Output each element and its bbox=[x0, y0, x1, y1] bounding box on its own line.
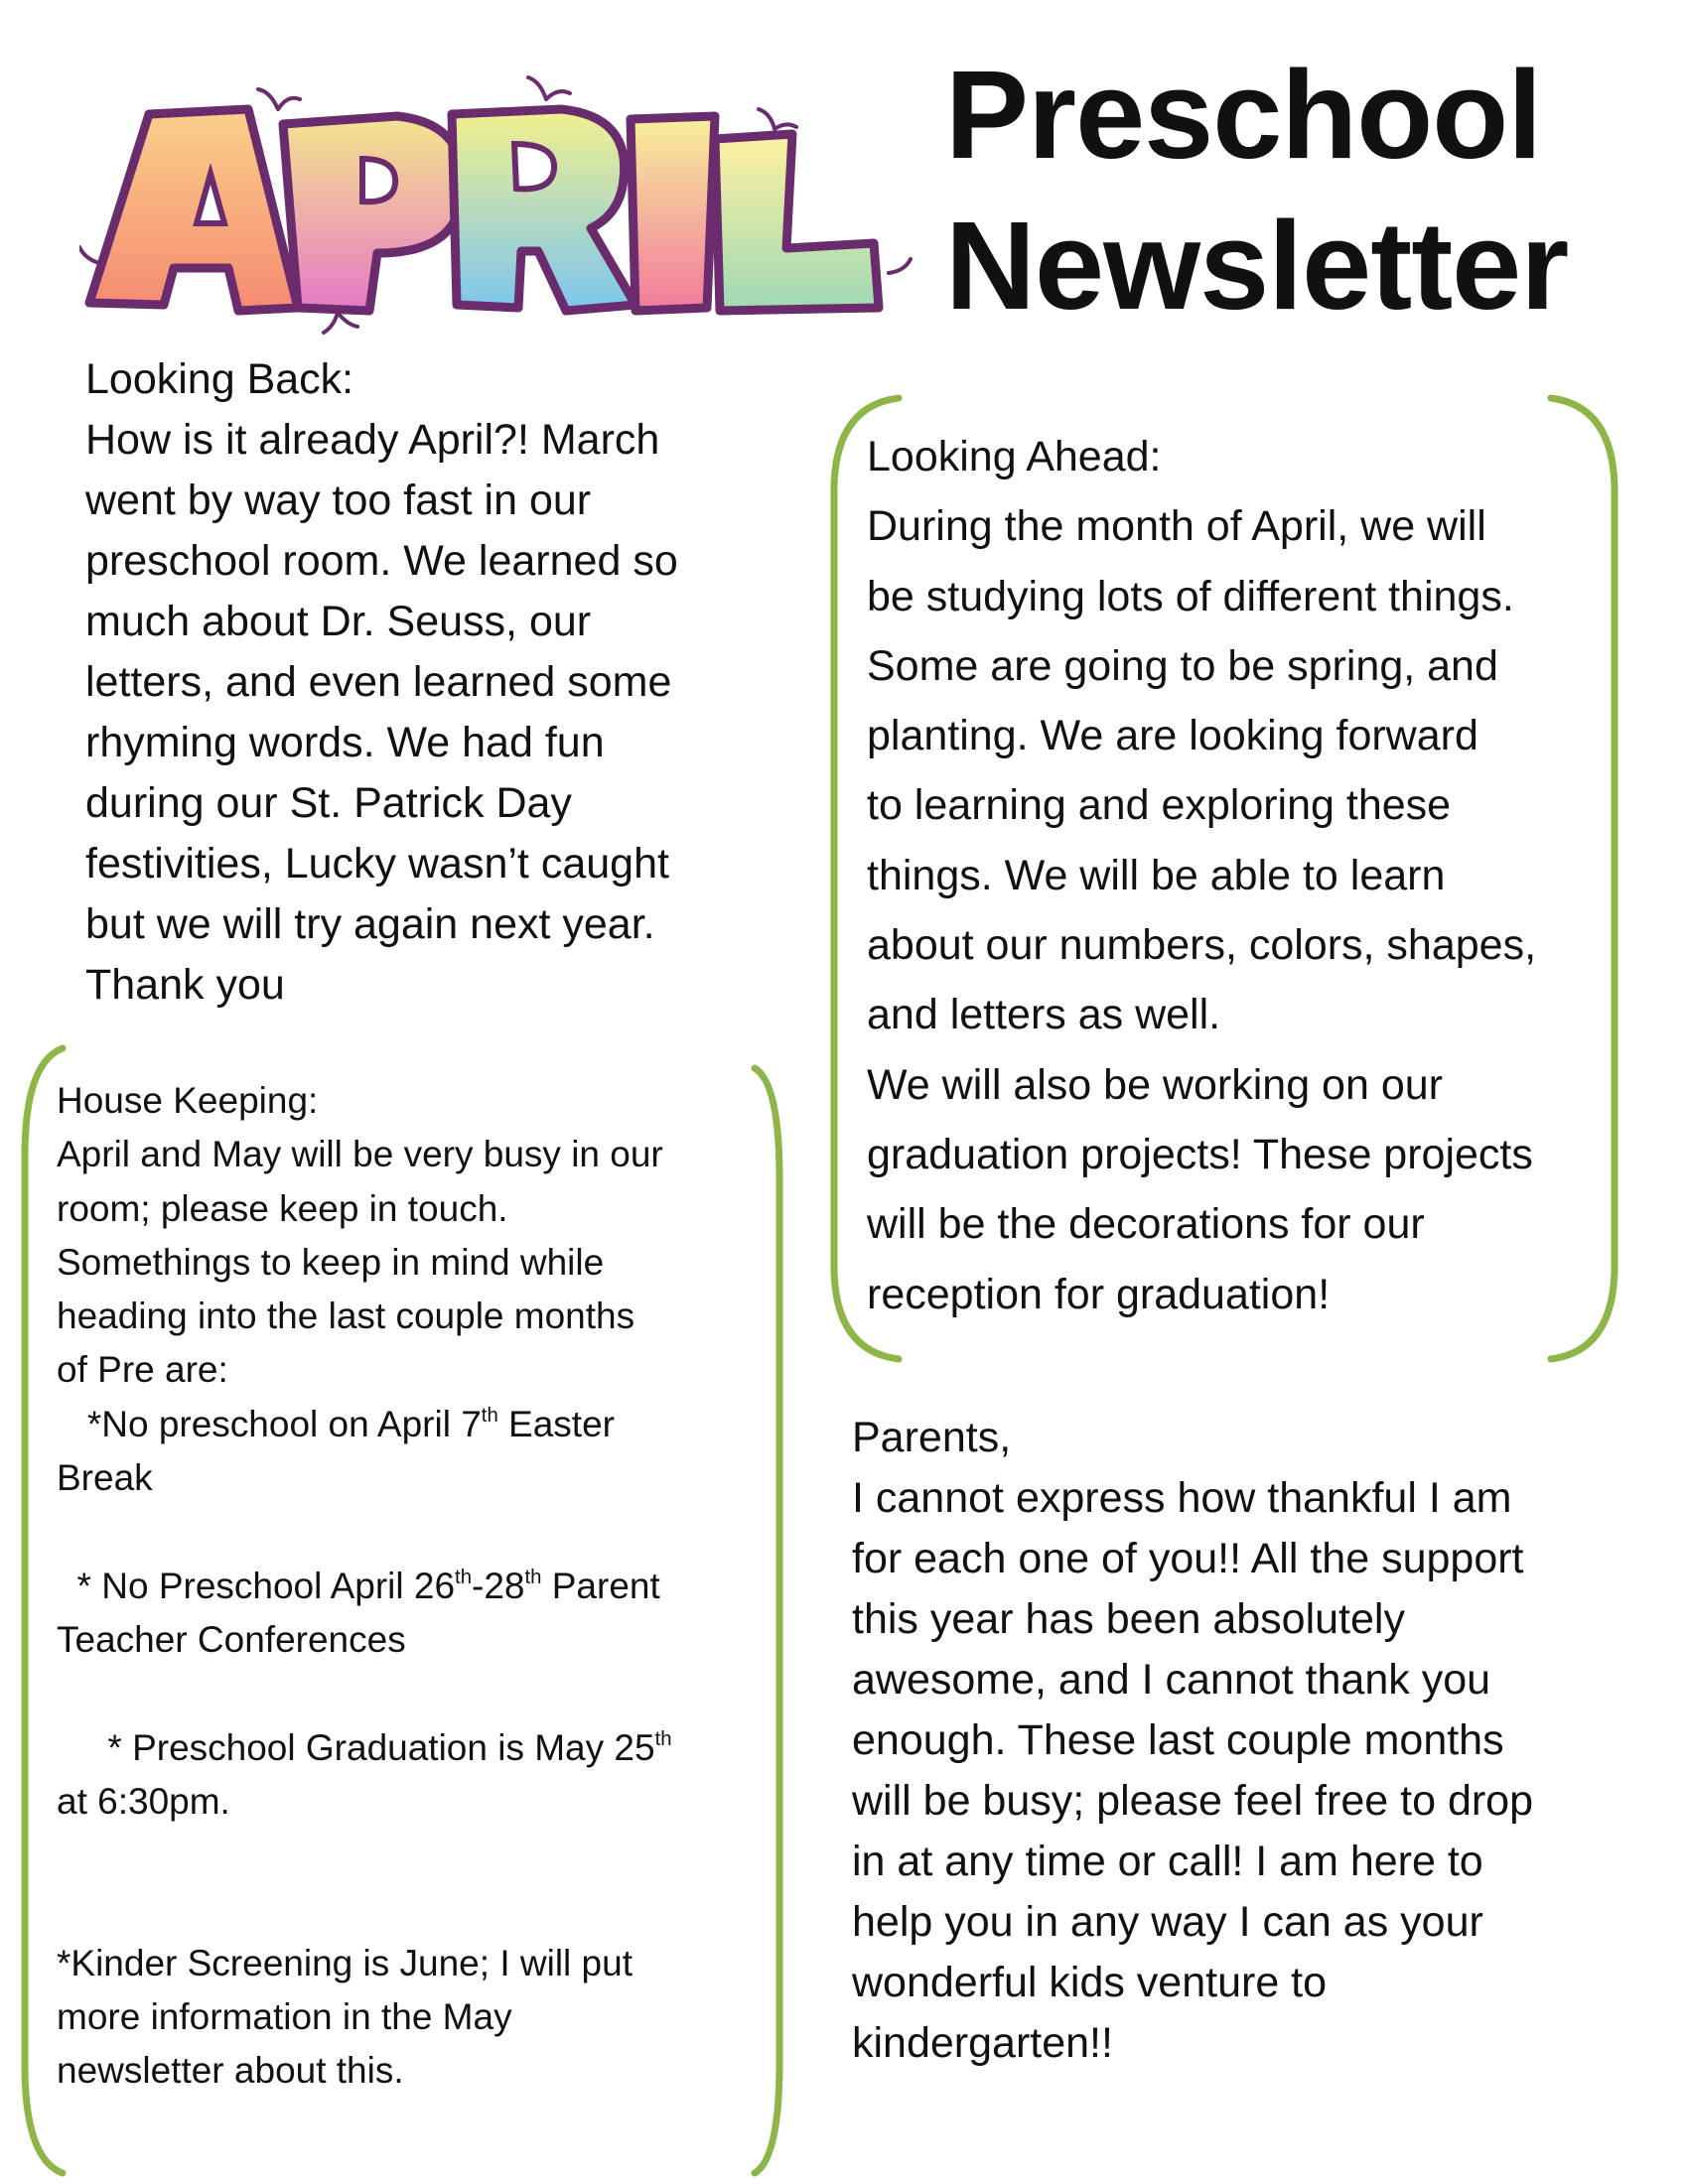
parents-section bbox=[852, 1408, 1533, 2074]
looking-back-line: Thank you bbox=[85, 961, 285, 1009]
looking-back-line: rhyming words. We had fun bbox=[85, 719, 605, 766]
house-keeping-line: heading into the last couple months bbox=[57, 1296, 635, 1337]
house-keeping-heading: House Keeping: bbox=[57, 1080, 319, 1121]
spacer bbox=[57, 1882, 672, 1936]
house-keeping-line: of Pre are: bbox=[57, 1349, 228, 1391]
looking-ahead-line: things. We will be able to learn bbox=[867, 851, 1446, 899]
looking-back-line: but we will try again next year. bbox=[85, 900, 655, 948]
house-keeping-line: Somethings to keep in mind while bbox=[57, 1241, 605, 1283]
looking-ahead-line: about our numbers, colors, shapes, bbox=[867, 921, 1537, 970]
reminder-graduation-cont: at 6:30pm. bbox=[57, 1780, 230, 1822]
spacer bbox=[57, 1667, 672, 1720]
reminder-graduation: * Preschool Graduation is May 25th bbox=[57, 1726, 672, 1768]
logo-letter-p bbox=[283, 116, 463, 311]
looking-back-line: festivities, Lucky wasn’t caught bbox=[85, 840, 669, 887]
title-line-1: Preschool bbox=[945, 45, 1542, 185]
reminder-conferences-cont: Teacher Conferences bbox=[57, 1618, 406, 1660]
logo-letter-i bbox=[631, 116, 715, 311]
looking-back-line: letters, and even learned some bbox=[85, 658, 672, 706]
logo-letter-a bbox=[89, 109, 298, 311]
title-line-2: Newsletter bbox=[945, 196, 1569, 336]
looking-back-line: went by way too fast in our bbox=[85, 477, 592, 524]
looking-back-line: How is it already April?! March bbox=[85, 416, 660, 464]
looking-back-section bbox=[85, 349, 678, 1016]
looking-ahead-section bbox=[867, 422, 1536, 1329]
parents-heading: Parents, bbox=[852, 1414, 1012, 1461]
parents-line: in at any time or call! I am here to bbox=[852, 1838, 1483, 1885]
house-keeping-section bbox=[57, 1074, 672, 2099]
looking-ahead-line: We will also be working on our bbox=[867, 1060, 1443, 1109]
looking-ahead-line: graduation projects! These projects bbox=[867, 1130, 1533, 1178]
reminder-easter: *No preschool on April 7th Easter bbox=[57, 1403, 615, 1444]
looking-back-line: preschool room. We learned so bbox=[85, 537, 678, 585]
looking-ahead-line: Some are going to be spring, and bbox=[867, 641, 1498, 690]
looking-back-heading: Looking Back: bbox=[85, 355, 354, 403]
looking-ahead-heading: Looking Ahead: bbox=[867, 433, 1162, 480]
looking-ahead-line: be studying lots of different things. bbox=[867, 572, 1514, 620]
looking-ahead-right-bracket bbox=[1541, 392, 1650, 1365]
looking-ahead-line: reception for graduation! bbox=[867, 1270, 1331, 1318]
looking-back-line: during our St. Patrick Day bbox=[85, 779, 572, 827]
parents-line: this year has been absolutely bbox=[852, 1595, 1405, 1643]
spacer bbox=[57, 1505, 672, 1559]
reminder-kinder-cont: newsletter about this. bbox=[57, 2050, 404, 2092]
reminder-kinder-cont: more information in the May bbox=[57, 1996, 512, 2038]
logo-letter-l bbox=[715, 134, 879, 311]
house-keeping-line: April and May will be very busy in our bbox=[57, 1134, 663, 1175]
house-keeping-line: room; please keep in touch. bbox=[57, 1187, 508, 1229]
spacer bbox=[57, 1829, 672, 1882]
parents-line: enough. These last couple months bbox=[852, 1716, 1504, 1764]
parents-line: kindergarten!! bbox=[852, 2019, 1113, 2067]
parents-line: wonderful kids venture to bbox=[852, 1959, 1328, 2006]
house-keeping-right-bracket bbox=[737, 1062, 836, 2179]
reminder-easter-cont: Break bbox=[57, 1457, 153, 1499]
parents-line: for each one of you!! All the support bbox=[852, 1535, 1524, 1582]
looking-ahead-line: planting. We are looking forward bbox=[867, 712, 1478, 760]
looking-ahead-line: and letters as well. bbox=[867, 991, 1221, 1039]
parents-line: help you in any way I can as your bbox=[852, 1898, 1483, 1946]
reminder-kinder: *Kinder Screening is June; I will put bbox=[57, 1942, 633, 1983]
looking-ahead-line: will be the decorations for our bbox=[867, 1200, 1425, 1249]
looking-back-line: much about Dr. Seuss, our bbox=[85, 598, 592, 645]
newsletter-title bbox=[945, 40, 1640, 341]
reminder-conferences: * No Preschool April 26th-28th Parent bbox=[57, 1565, 660, 1606]
parents-line: will be busy; please feel free to drop bbox=[852, 1777, 1534, 1825]
parents-line: awesome, and I cannot thank you bbox=[852, 1656, 1491, 1704]
april-logo bbox=[79, 55, 914, 342]
looking-ahead-line: During the month of April, we will bbox=[867, 502, 1486, 551]
logo-letter-r bbox=[452, 109, 635, 311]
parents-line: I cannot express how thankful I am bbox=[852, 1474, 1512, 1522]
looking-ahead-line: to learning and exploring these bbox=[867, 781, 1452, 830]
